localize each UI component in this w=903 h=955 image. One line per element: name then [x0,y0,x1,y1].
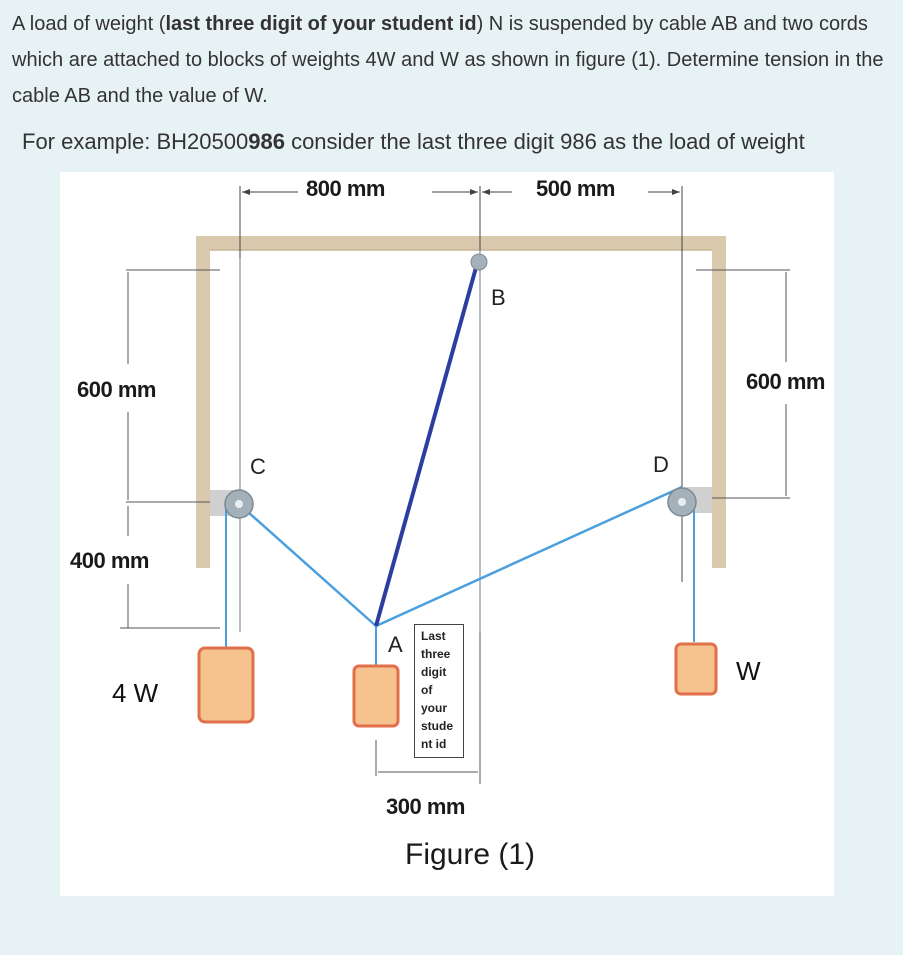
load-label-line: three [421,647,451,661]
weight-4w-label: 4 W [112,678,159,708]
dim-800-arrowhead-right [470,189,478,195]
figure-caption: Figure (1) [405,838,536,871]
weight-w-label: W [736,656,761,686]
block-w [676,644,716,694]
pulley-d-hub [678,498,686,506]
dim-800-arrowhead-left [242,189,250,195]
pulley-b [471,254,487,270]
load-label-line: of [421,683,433,697]
cord-ad [376,487,682,626]
example-line [22,124,892,160]
dim-800-label: 800 mm [306,176,385,201]
figure-1 [60,172,834,896]
frame-top-beam [196,236,726,250]
dim-600-left-label: 600 mm [77,377,156,402]
pulley-c-hub [235,500,243,508]
dim-600-right-label: 600 mm [746,369,825,394]
example-prefix: For example: BH20500 [22,129,249,154]
frame-right-post [712,236,726,568]
dim-300-label: 300 mm [386,794,465,819]
problem-bold-phrase: last three digit of your student id [165,13,477,35]
load-label-line: stude [421,719,454,733]
problem-text-1: A load of weight ( [12,13,166,35]
point-b-label: B [491,285,506,310]
dim-500-arrowhead-left [482,189,490,195]
load-label-box [414,624,464,758]
load-label-line: digit [421,665,447,679]
example-suffix: consider the last three digit 986 as the load of weight [284,129,805,154]
figure-drawing [60,172,834,896]
dim-500-label: 500 mm [536,176,615,201]
frame-left-post [196,236,210,568]
point-a-label: A [388,632,403,657]
cord-ac [239,504,376,626]
point-d-label: D [653,452,669,477]
problem-statement [12,6,892,114]
load-label-line: your [421,701,448,715]
example-bold-digits: 986 [248,129,285,154]
block-4w [199,648,253,722]
point-c-label: C [250,454,266,479]
dim-400-label: 400 mm [70,548,149,573]
load-label-line: nt id [421,737,447,751]
load-label-line: Last [421,629,446,643]
dim-500-arrowhead-right [672,189,680,195]
problem-text-2: ) N is suspended by cable AB and two cords which are attached to blocks of weights 4W and W as shown in figure (1). Determine tension in the cable AB and the value of W. [12,13,884,107]
cable-ab [376,264,477,626]
block-load [354,666,398,726]
